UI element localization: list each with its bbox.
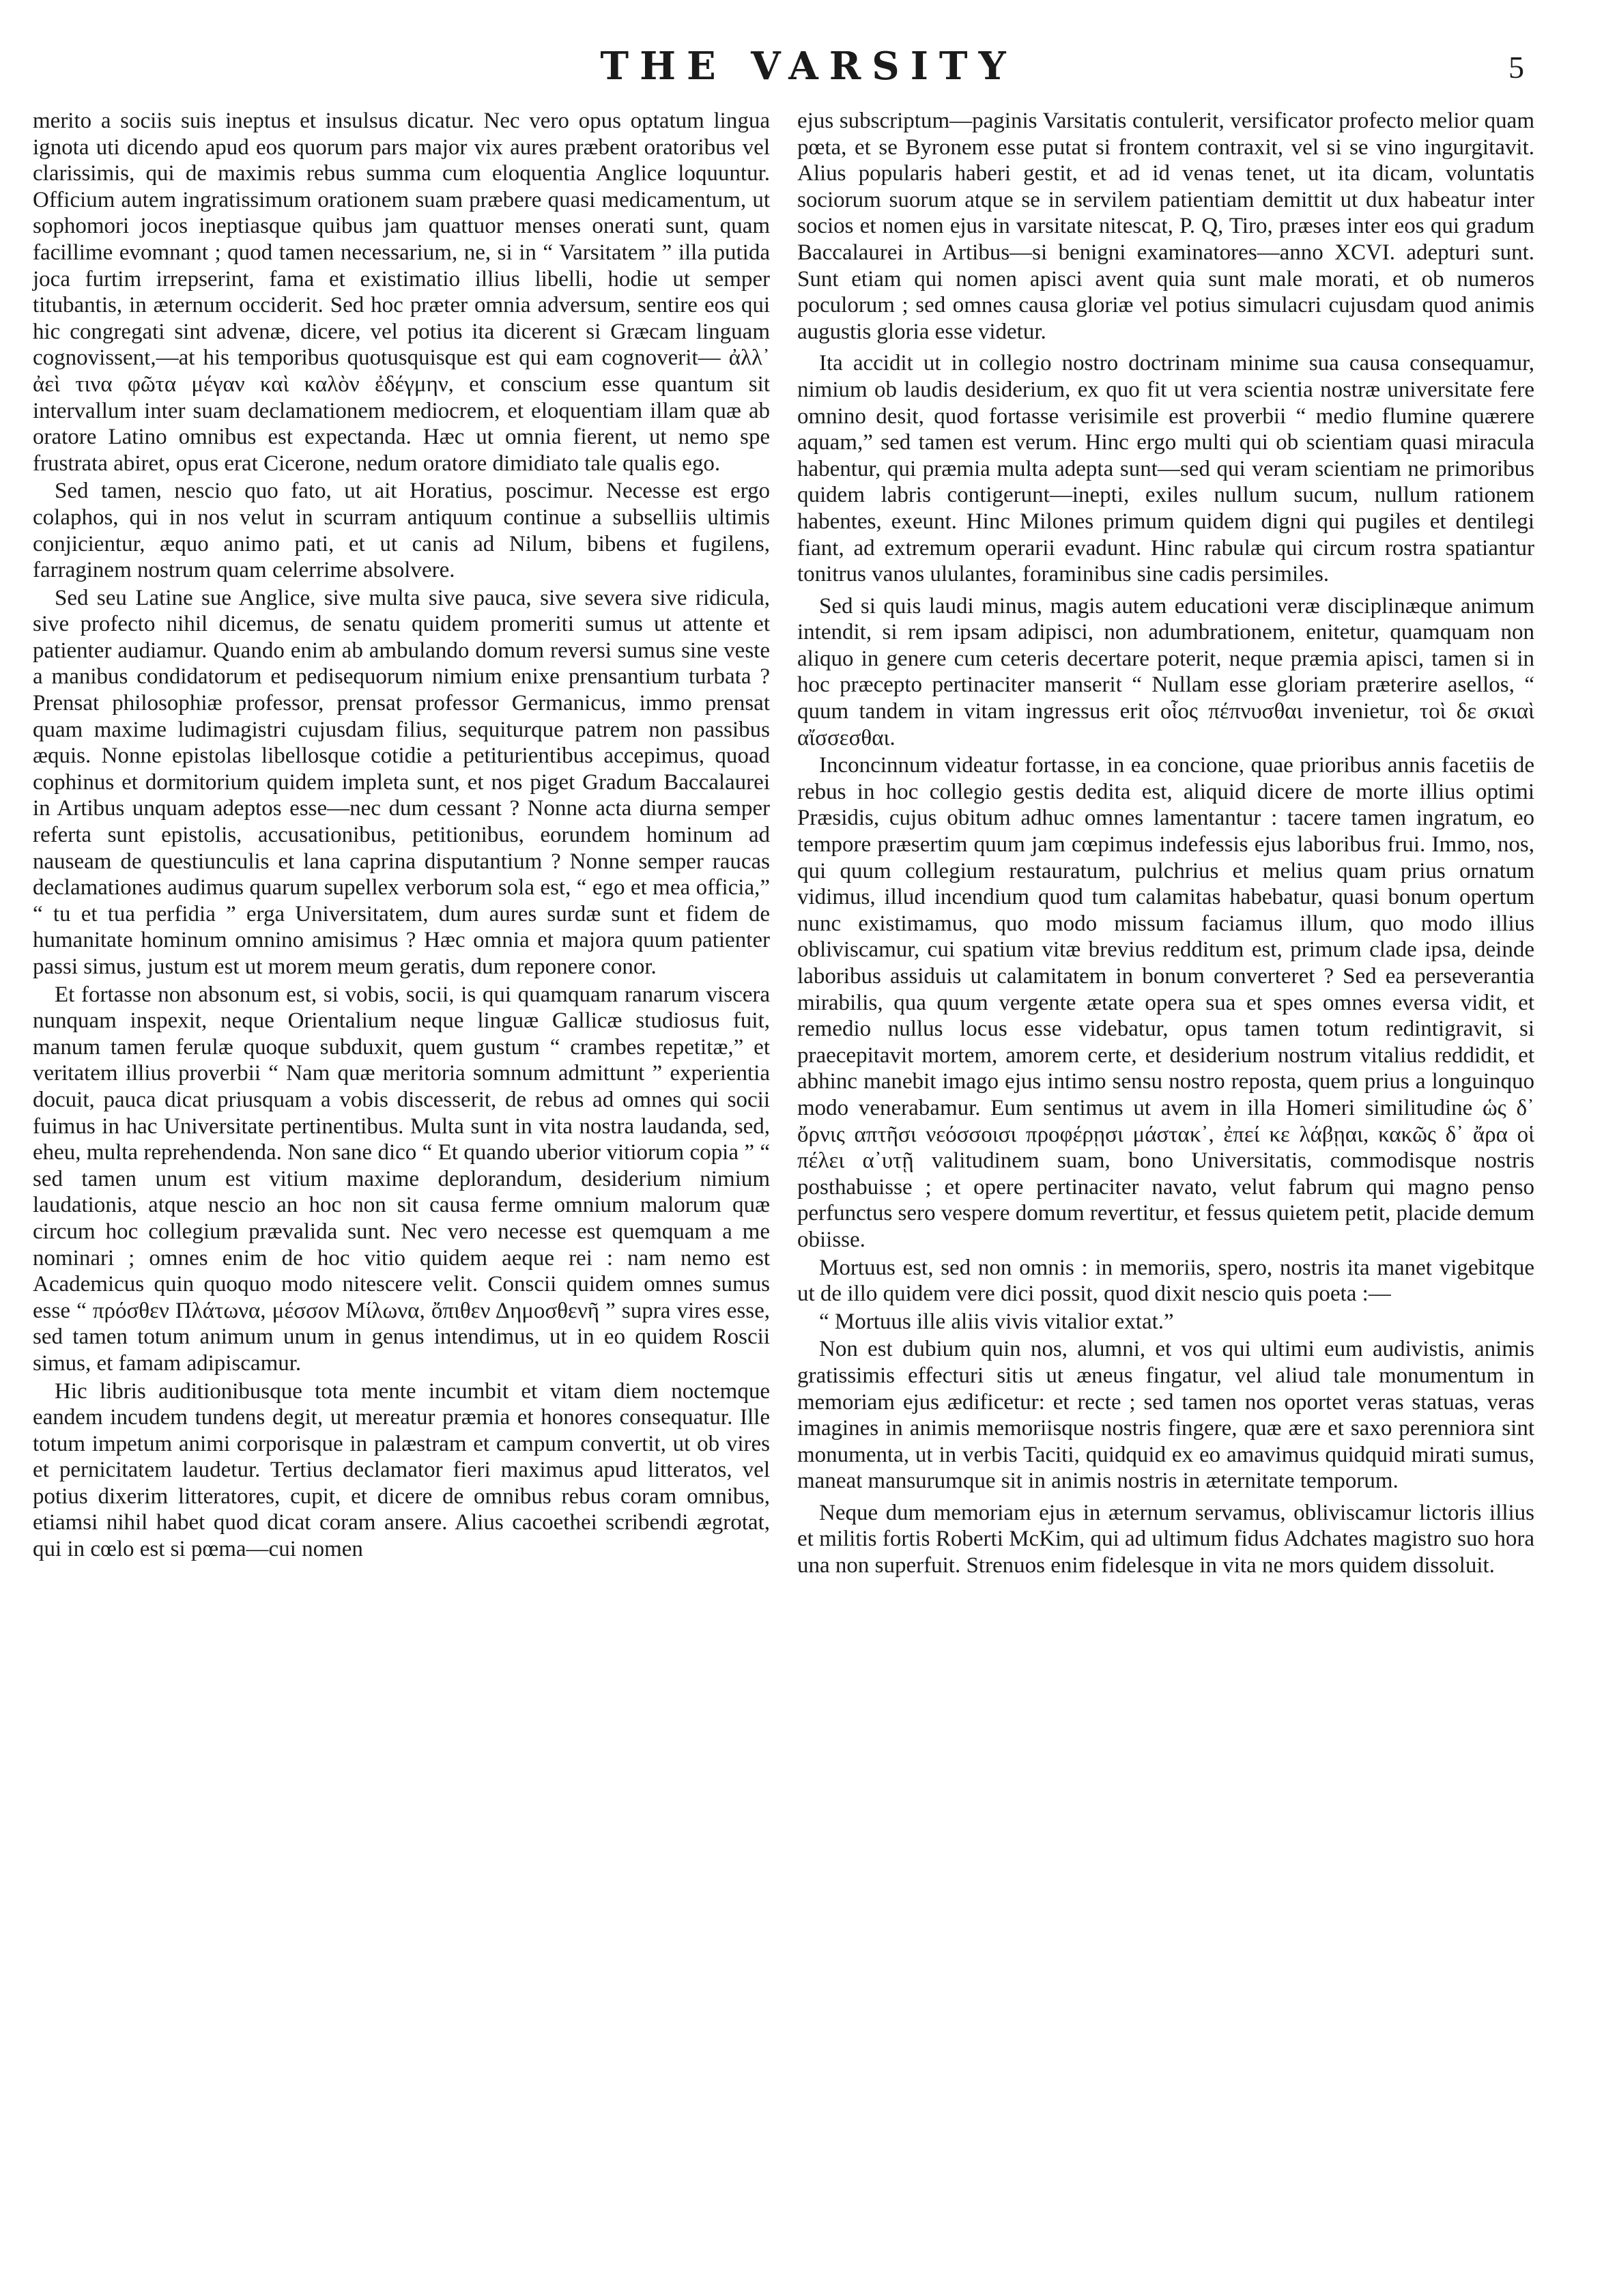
article-paragraph: merito a sociis suis ineptus et insulsus dicatur. Nec vero opus optatum lingua ignota uti dicendo apud eos quorum pars major vix aures præbent oratoribus vel clarissimis, qui de maximis rebus summa cum eloquentia Anglice loquuntur. Officium autem ingratissimum orationem suam præbere quasi medicamentum, ut sophomori jocos ineptiasque quibus jam quattuor menses onerati sunt, quam facillime evomnant ; quod tamen necessarium, ne, si in “ Varsitatem ” illa putida joca furtim irrepserint, fama et existimatio illius libelli, hodie ut semper titubantis, in æternum occiderit. Sed hoc præter omnia adversum, sentire eos qui hic congregati sint advenæ, dicere, vel potius ita dicerent si Græcam linguam cognovissent,—at his temporibus quotusquisque est qui eam cognoverit— ἀλλ᾽ ἀεὶ τινα φῶτα μέγαν καὶ καλὸν ἐδέγμην, et conscium esse quantum sit intervallum inter suam declamationem mediocrem, et eloquentiam illam quæ ab oratore Latino omnibus est expectanda. Hæc ut omnia fierent, ut nemo spe frustrata abiret, opus erat Cicerone, nedum oratore dimidiato tale qualis ego. [33,109,770,476]
newspaper-title: THE VARSITY [600,44,1017,89]
article-paragraph: Ita accidit ut in collegio nostro doctrinam minime sua causa consequamur, nimium ob laudis desiderium, ex quo fit ut vera scientia nostræ universitate fere omnino desit, quod fortasse verisimile est proverbii “ medio flumine quærere aquam,” sed tamen est verum. Hinc ergo multi qui ob scientiam quasi miracula habentur, qui præmia multa adepta sunt—sed qui veram scientiam ne primoribus quidem labris contigerunt—inepti, exiles nullum sucum, nullum rationem habentes, exeunt. Hinc Milones primum quidem digni qui pugiles et dentilegi fiant, ad extremum operarii evadunt. Hinc rabulæ qui circum rostra spatiantur tonitrus vanos ululantes, foraminibus sine cadis persimiles. [797,351,1534,587]
article-paragraph: Sed seu Latine sue Anglice, sive multa sive pauca, sive severa sive ridicula, sive profecto nihil dicemus, de senatu quidem promeriti sumus ut attente et patienter audiamur. Quando enim ab ambulando domum reversi sumus sine veste a manibus condidatorum et pedisequorum nimium enixe prensantium turbata ? Prensat philosophiæ professor, prensat professor Germanicus, immo prensat quam maxime ludimagistri cujusdam filius, sequiturque patrem non passibus æquis. Nonne epistolas libellosque cotidie a petiturientibus accepimus, quoad cophinus et dormitorium quidem impleta sunt, et nos piget Gradum Baccalaurei in Artibus unquam adeptos esse—nec dum cessant ? Nonne acta diurna semper referta sunt epistolis, accusationibus, petitionibus, eorundem hominum ad nauseam de questiunculis et lana caprina disputantium ? Nonne semper raucas declamationes audimus quarum supellex verborum sola est, “ ego et mea officia,” “ tu et tua perfidia ” erga Universitatem, dum aures surdæ sunt et fidem de humanitate hominum omnino amisimus ? Hæc omnia et majora quum patienter passi simus, justum est ut morem meum geratis, dum reponere conor. [33,585,770,979]
article-paragraph: ejus subscriptum—paginis Varsitatis contulerit, versificator profecto melior quam pœta, et se Byronem esse putat si frontem contraxit, vel si se vino ingurgitavit. Alius popularis haberi gestit, et ad id venas tenet, ut ita dicam, voluntatis sociorum suorum atque se in servilem patientiam demittit ut dux habeatur inter socios et nomen ejus in varsitate nitescat, P. Q, Tiro, præses inter eos qui gradum Baccalaurei in Artibus—si benigni examinatores—anno XCVI. adepturi sunt. Sunt etiam qui nomen apisci avent quia sunt male morati, et ob numeros poculorum ; sed omnes causa gloriæ vel potius simulacri cujusdam quod animis augustis gloria esse videtur. [797,109,1534,344]
masthead [0,33,1617,94]
article-paragraph: Sed tamen, nescio quo fato, ut ait Horatius, poscimur. Necesse est ergo colaphos, qui in nos velut in scurram antiquum continue a subselliis ultimis conjicientur, æquo animo pati, et ut canis ad Nilum, bibens et fugilens, farraginem nostrum quam celerrime absolvere. [33,479,770,583]
left-column [33,108,770,1563]
page-number: 5 [1508,50,1524,85]
right-column [797,108,1534,1579]
article-paragraph: Hic libris auditionibusque tota mente incumbit et vitam diem noctemque eandem incudem tundens degit, ut mereatur præmia et honores consequatur. Ille totum impetum animi corporisque in palæstram et campum convertit, ut ob vires et pernicitatem laudetur. Tertius declamator fieri maximus apud litteratos, vel potius dixerim litteratores, cupit, et dicere de omnibus rebus coram omnibus, etiamsi nihil habet quod dicat coram ansere. Alius cacoethei scribendi ægrotat, qui in cœlo est si pœma—cui nomen [33,1378,770,1562]
article-paragraph: Mortuus est, sed non omnis : in memoriis, spero, nostris ita manet vigebitque ut de illo quidem vere dici possit, quod dixit nescio quis poeta :— [797,1255,1534,1307]
article-paragraph: Neque dum memoriam ejus in æternum servamus, obliviscamur lictoris illius et militis fortis Roberti McKim, qui ad ultimum fidus Adchates magistro suo hora una non superfuit. Strenuos enim fidelesque in vita ne mors quidem dissoluit. [797,1500,1534,1578]
quoted-verse: “ Mortuus ille aliis vivis vitalior extat.” [819,1309,1174,1334]
article-paragraph: Inconcinnum videatur fortasse, in ea concione, quae prioribus annis facetiis de rebus in hoc collegio gestis dedita est, aliquid dicere de morte illius optimi Præsidis, cujus obitum adhuc omnes lamentantur : tacere tamen ingratum, eo tempore præsertim quum jam cœpimus indefessis ejus laboribus frui. Immo, nos, qui quum collegium restauratum, pulchrius et melius quam prius ornatum vidimus, illud incendium quod tum calamitas habebatur, quasi bonum opertum nunc existimamus, quo modo missum faciamus illum, quo modo illius obliviscamur, cui spatium vitæ brevius redditum est, primum clade ipsa, deinde laboribus assiduis ut calamitatem in bonum converteret ? Sed ea perseverantia mirabilis, qua quum vergente ætate opera sua et spes omnes eversa vidit, et remedio nullus locus esse videbatur, opus tamen totum redintigravit, si praecepitavit mortem, amorem certe, et desiderium nostrum vitalius reddidit, et abhinc manebit imago ejus intimo sensu nostro reposta, quem prius a longuinquo modo venerabamur. Eum sentimus ut avem in illa Homeri similitudine ὡς δ᾽ ὄρνις απτῆσι νεόσσοισι προφέρῃσι μάστακ᾽, ἐπεί κε λάβῃαι, κακῶς δ᾽ ἄρα οἱ πέλει α᾽υτῇ valitudinem suam, bono Universitatis, commodisque nostris posthabuisse ; et opere pertinaciter navato, velut fabrum qui magno penso perfunctus sero vespere domum revertitur, et fessus quietem petit, placide demum obiisse. [797,753,1535,1252]
article-paragraph: Sed si quis laudi minus, magis autem educationi veræ disciplinæque animum intendit, si rem ipsam adipisci, non adumbrationem, enitetur, quamquam non aliquo in genere cum ceteris decertare poterit, neque præmia apisci, tamen si in hoc præcepto pertinaciter manserit “ Nullam esse gloriam præterire asellos, “ quum tandem in vitam ingressus erit οἷος πέπνυσθαι invenietur, τοὶ δε σκιαὶ αἴσσεσθαι. [797,593,1534,750]
article-paragraph: Et fortasse non absonum est, si vobis, socii, is qui quamquam ranarum viscera nunquam inspexit, neque Orientalium neque linguæ Gallicæ studiosus fuit, manum tamen ferulæ quoque subduxit, quem gustum “ crambes repetitæ,” et veritatem illius proverbii “ Nam quæ meritoria somnum admittunt ” experientia docuit, pauca dicat priusquam a vobis discesserit, de rebus ad omnes qui socii fuimus in hac Universitate pertinentibus. Multa sunt in vita nostra laudanda, sed, eheu, multa reprehendenda. Non sane dico “ Et quando uberior vitiorum copia ” “ sed tamen unum est vitium maxime deplorandum, desiderium nimium laudationis, atque nescio an hoc non sit causa ferme omnium malorum quæ circum hoc collegium prævalida sunt. Nec vero necesse est quemquam a me nominari ; omnes enim de hoc vitio quidem aeque rei : nam nemo est Academicus quin quoquo modo nitescere velit. Conscii quidem omnes sumus esse “ πρόσθεν Πλάτωνα, μέσσον Μίλωνα, ὄπιθεν Δημοσθενῆ ” supra vires esse, sed tamen totum animum unum in genus intendimus, ut in eo quidem Roscii simus, et famam adipiscamur. [33,982,770,1376]
article-paragraph: Non est dubium quin nos, alumni, et vos qui ultimi eum audivistis, animis gratissimis effecturi sitis ut æneus fingatur, vel aliud tale monumentum in memoriam ejus ædificetur: et recte ; sed tamen nos oportet veras statuas, veras imagines in animis memoriisque nostris fingere, quæ ære et saxo perenniora sint monumenta, ut in verbis Taciti, quidquid ex eo amavimus quidquid mirati sumus, maneat mansurumque sit in animis nostris in æternitate temporum. [797,1337,1534,1494]
